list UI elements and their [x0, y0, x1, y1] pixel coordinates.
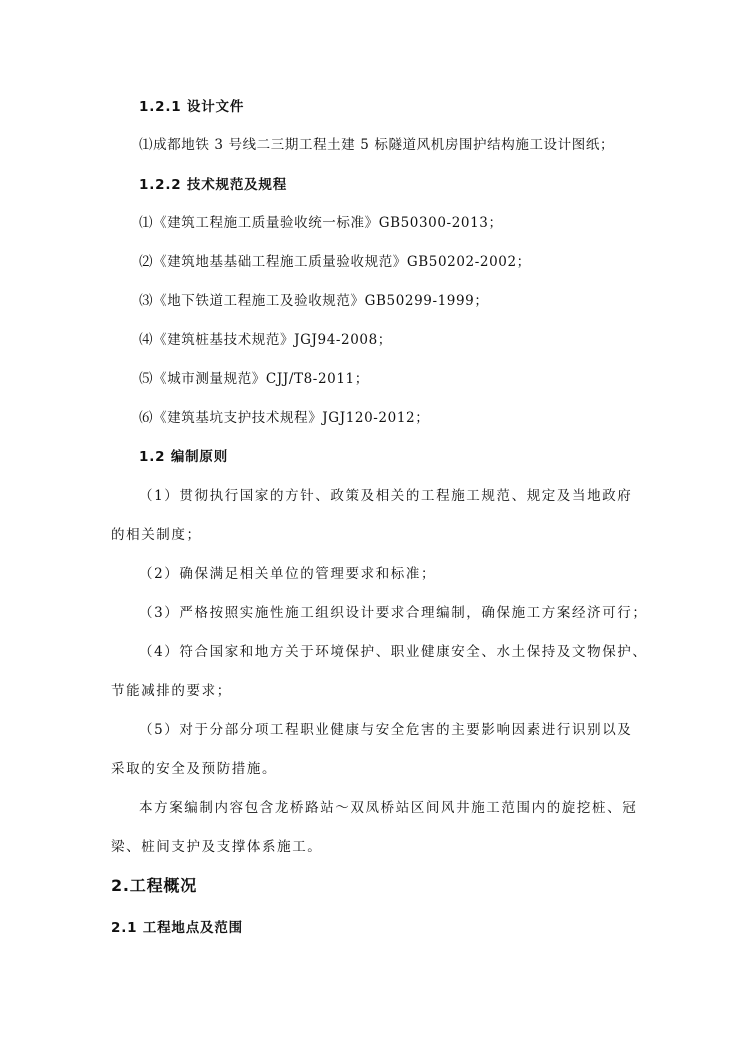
heading-1-2-1: 1.2.1 设计文件 [139, 99, 245, 115]
standard-item-2: ⑵《建筑地基基础工程施工质量验收规范》GB50202-2002； [139, 254, 531, 270]
principle-4-line-2: 节能减排的要求； [111, 683, 232, 699]
standard-item-4: ⑷《建筑桩基技术规范》JGJ94-2008； [139, 332, 392, 348]
principle-1-line-1: （1）贯彻执行国家的方针、政策及相关的工程施工规范、规定及当地政府 [139, 488, 633, 504]
standard-item-5: ⑸《城市测量规范》CJJ/T8-2011； [139, 371, 369, 387]
heading-2-1: 2.1 工程地点及范围 [111, 920, 243, 936]
principle-5-line-2: 采取的安全及预防措施。 [111, 761, 278, 777]
heading-1-2-2: 1.2.2 技术规范及规程 [139, 177, 288, 193]
standard-item-1: ⑴《建筑工程施工质量验收统一标准》GB50300-2013； [139, 215, 503, 231]
heading-1-2: 1.2 编制原则 [139, 449, 229, 465]
principle-3: （3）严格按照实施性施工组织设计要求合理编制，确保施工方案经济可行； [139, 605, 648, 621]
design-doc-item-1: ⑴成都地铁 3 号线二三期工程土建 5 标隧道风机房围护结构施工设计图纸； [139, 137, 615, 153]
heading-2: 2.工程概况 [111, 876, 198, 895]
scope-line-1: 本方案编制内容包含龙桥路站～双凤桥站区间风井施工范围内的旋挖桩、冠 [139, 800, 638, 816]
principle-1-line-2: 的相关制度； [111, 527, 202, 543]
principle-4-line-1: （4）符合国家和地方关于环境保护、职业健康安全、水土保持及文物保护、 [139, 644, 648, 660]
scope-line-2: 梁、桩间支护及支撑体系施工。 [111, 839, 323, 855]
principle-2: （2）确保满足相关单位的管理要求和标准； [139, 566, 437, 582]
standard-item-3: ⑶《地下铁道工程施工及验收规范》GB50299-1999； [139, 293, 489, 309]
standard-item-6: ⑹《建筑基坑支护技术规程》JGJ120-2012； [139, 410, 430, 426]
principle-5-line-1: （5）对于分部分项工程职业健康与安全危害的主要影响因素进行识别以及 [139, 722, 633, 738]
